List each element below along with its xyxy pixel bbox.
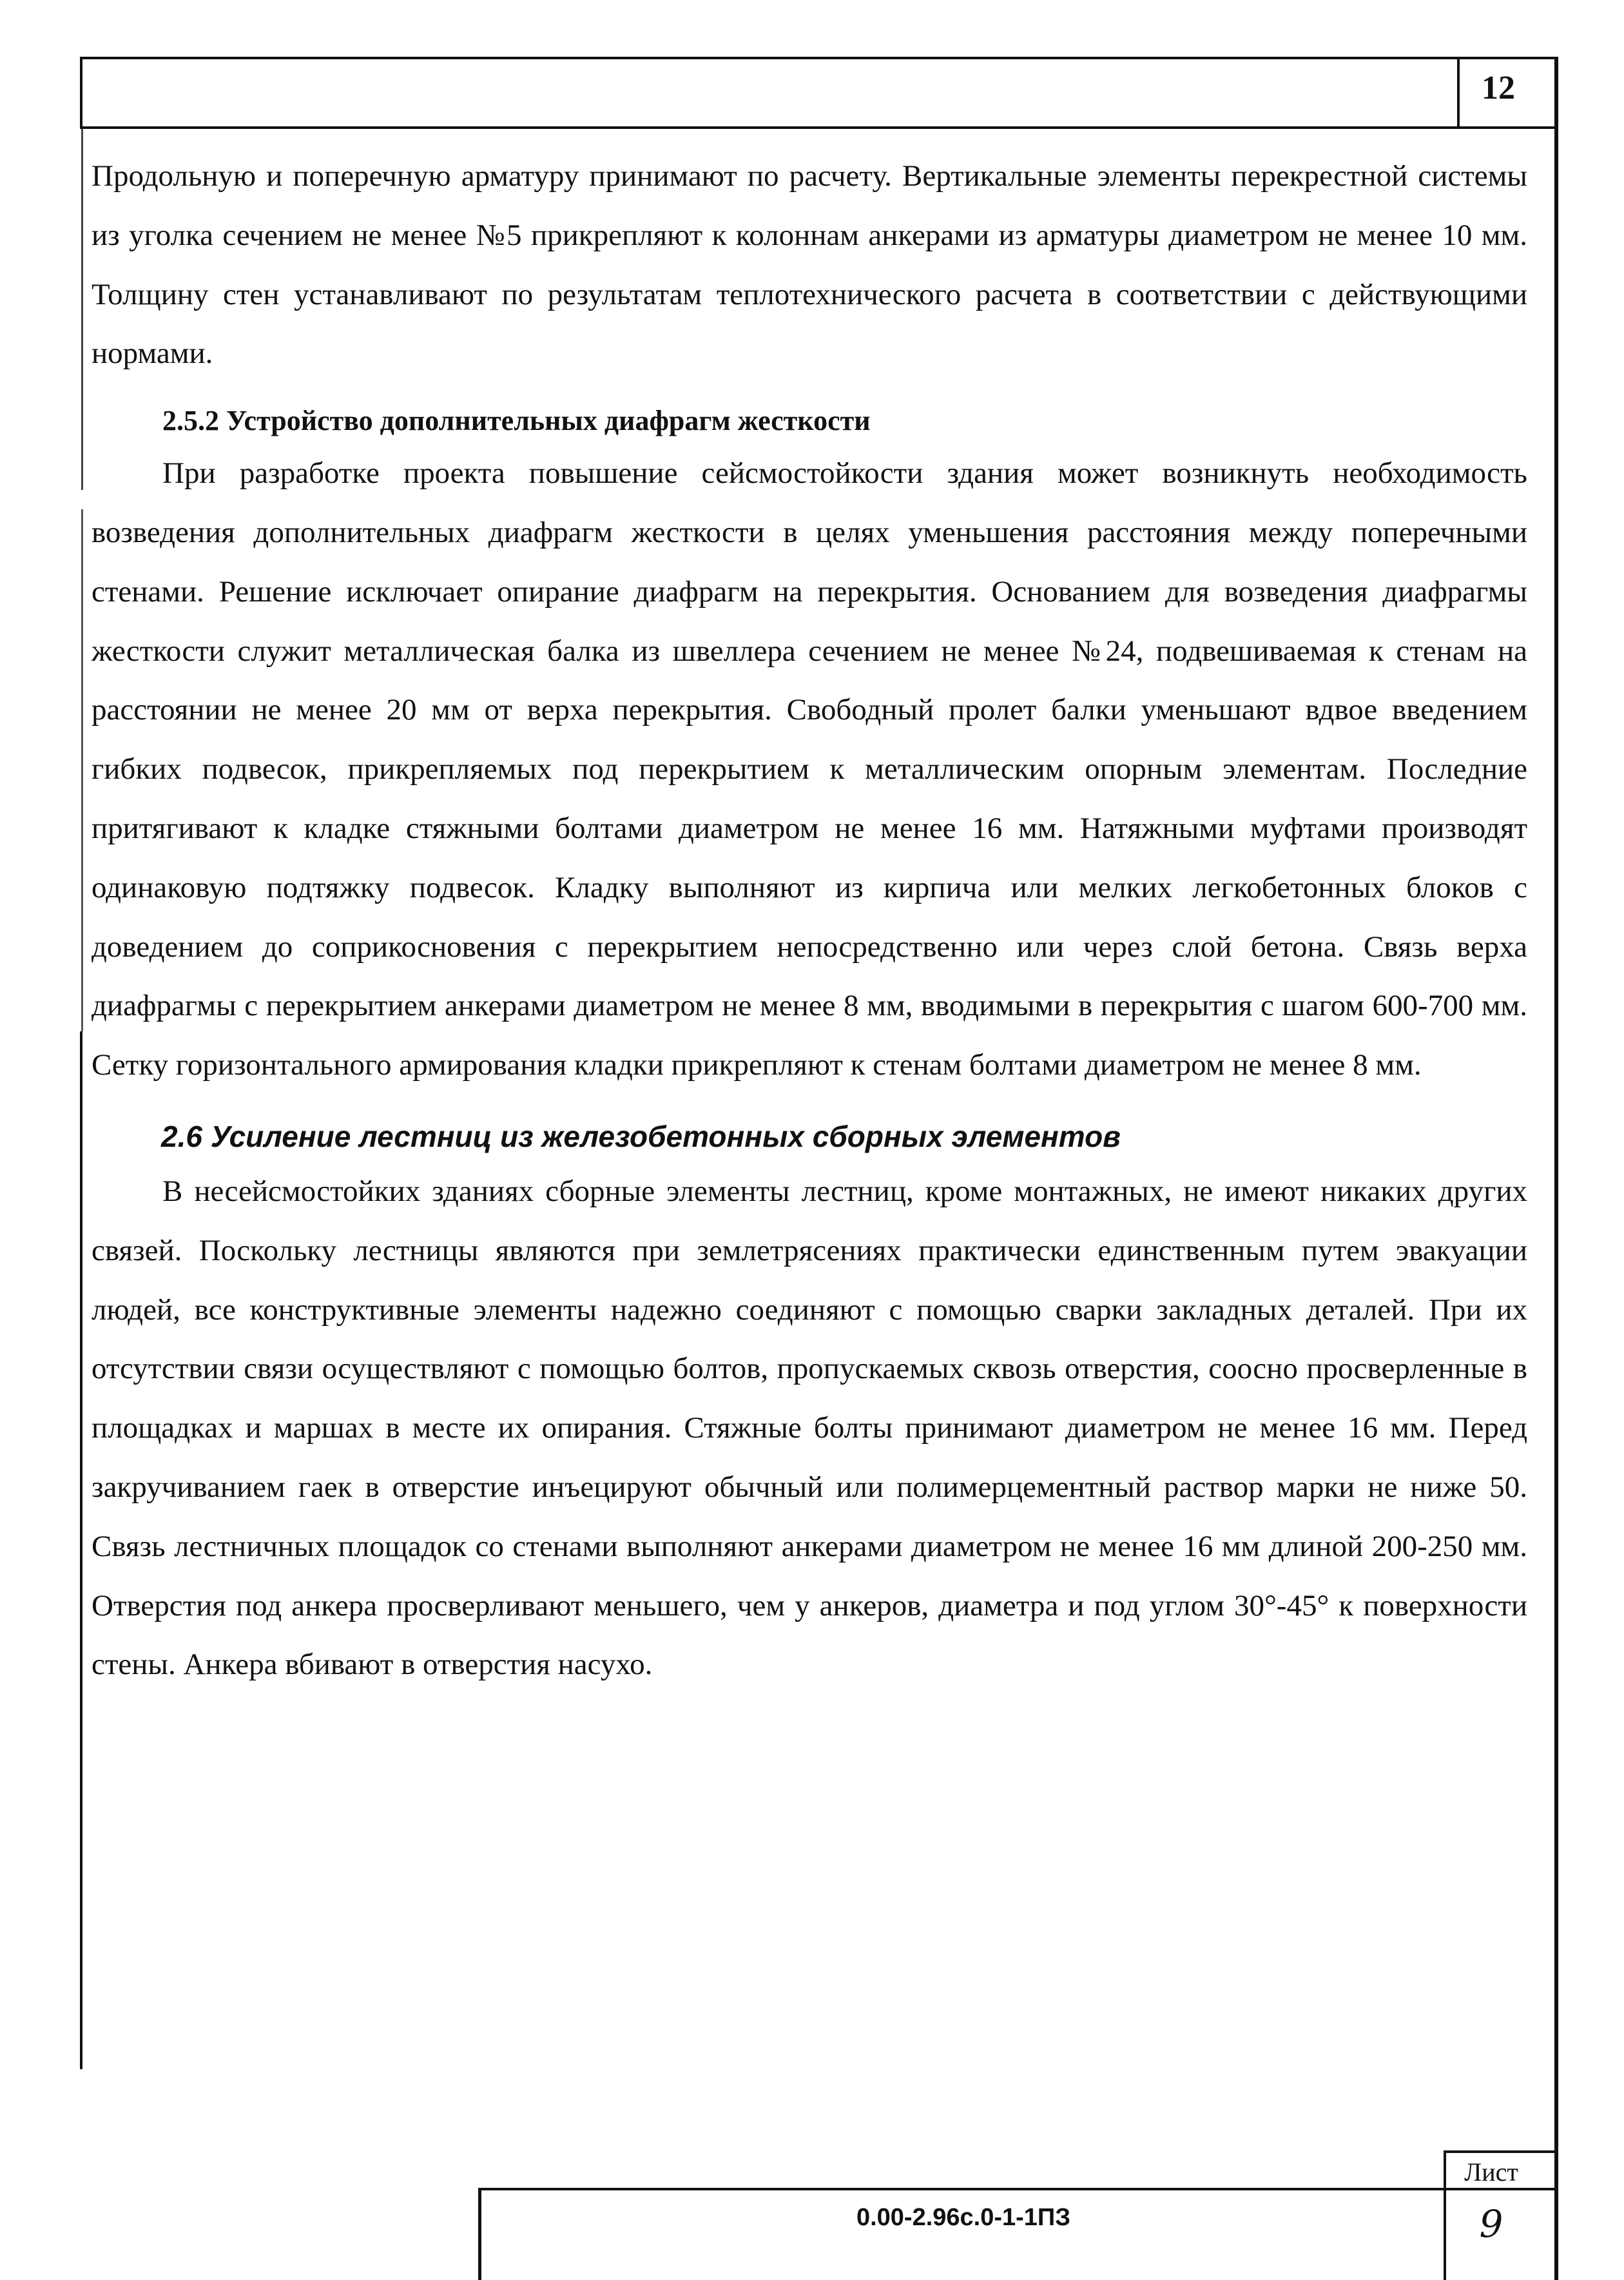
frame-top-border: [80, 57, 1558, 59]
section-heading-2-6: 2.6 Усиление лестниц из железобетонных сборных элементов: [161, 1119, 1121, 1153]
frame-left-body-border: [80, 1031, 82, 2069]
sheet-label: Лист: [1464, 2158, 1518, 2187]
section-2-6-paragraph: В несейсмостойких зданиях сборные элементы лестниц, кроме монтажных, не имеют никаких других связей. Поскольку лестницы являются при землетрясениях практически единственным путем эвакуации людей, все конструктивные элементы надежно соединяют с помощью сварки закладных деталей. При их отсутствии связи осуществляют с помощью болтов, пропускаемых сквозь отверстия, соосно просверленные в площадках и маршах в месте их опирания. Стяжные болты принимают диаметром не менее 16 мм. Перед закручиванием гаек в отверстие инъецируют обычный или полимерцементный раствор марки не ниже 50. Связь лестничных площадок со стенами выполняют анкерами диаметром не менее 16 мм длиной 200-250 мм. Отверстия под анкера просверливают меньшего, чем у анкеров, диаметра и под углом 30°-45° к поверхности стены. Анкера вбивают в отверстия насухо.: [92, 1174, 1527, 1682]
margin-dash-mark: [81, 509, 83, 1031]
margin-dash-mark: [81, 129, 83, 490]
stamp-top-border: [478, 2188, 1558, 2190]
stamp-sheet-top-border: [1444, 2150, 1558, 2153]
frame-header-bottom-border: [80, 126, 1558, 129]
document-code: 0.00-2.96с.0-1-1ПЗ: [856, 2204, 1071, 2231]
document-body: [92, 147, 1527, 1695]
sheet-number: 9: [1479, 2202, 1503, 2246]
section-heading-2-5-2: 2.5.2 Устройство дополнительных диафрагм жесткости: [162, 405, 871, 437]
frame-left-header-border: [80, 57, 82, 129]
intro-paragraph: Продольную и поперечную арматуру принимают по расчету. Вертикальные элементы перекрестной системы из уголка сечением не менее №5 прикрепляют к колоннам анкерами из арматуры диаметром не менее 10 мм. Толщину стен устанавливают по результатам теплотехнического расчета в соответствии с действующими нормами.: [92, 159, 1527, 371]
frame-right-border: [1554, 57, 1558, 2280]
page-number: 12: [1482, 70, 1515, 106]
section-2-5-2-paragraph: При разработке проекта повышение сейсмостойкости здания может возникнуть необходимость возведения дополнительных диафрагм жесткости в целях уменьшения расстояния между поперечными стенами. Решение исключает опирание диафрагм на перекрытия. Основанием для возведения диафрагмы жесткости служит металлическая балка из швеллера сечением не менее №24, подвешиваемая к стенам на расстоянии не менее 20 мм от верха перекрытия. Свободный пролет балки уменьшают вдвое введением гибких подвесок, прикрепляемых под перекрытием к металлическим опорным элементам. Последние притягивают к кладке стяжными болтами диаметром не менее 16 мм. Натяжными муфтами производят одинаковую подтяжку подвесок. Кладку выполняют из кирпича или мелких легкобетонных блоков с доведением до соприкосновения с перекрытием непосредственно или через слой бетона. Связь верха диафрагмы с перекрытием анкерами диаметром не менее 8 мм, вводимыми в перекрытия с шагом 600-700 мм. Сетку горизонтального армирования кладки прикрепляют к стенам болтами диаметром не менее 8 мм.: [92, 456, 1527, 1082]
